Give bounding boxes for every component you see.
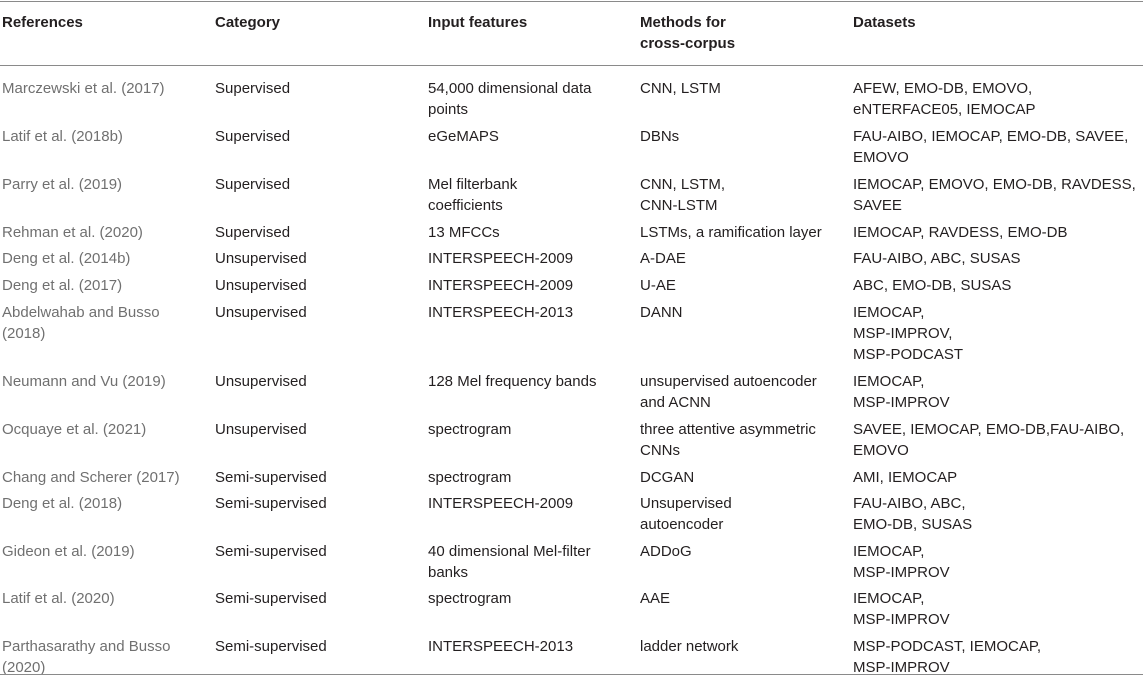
cell-input-features: Mel filterbank coefficients xyxy=(428,176,518,214)
cell-methods: A-DAE xyxy=(640,250,686,267)
table-row xyxy=(0,302,1143,371)
cell-datasets: SAVEE, IEMOCAP, EMO-DB,FAU-AIBO, EMOVO xyxy=(853,421,1125,459)
cell-reference: Deng et al. (2014b) xyxy=(2,250,131,267)
cell-reference: Marczewski et al. (2017) xyxy=(2,80,165,97)
cell-reference: Latif et al. (2020) xyxy=(2,590,115,607)
cell-category: Supervised xyxy=(215,224,291,241)
cell-reference: Rehman et al. (2020) xyxy=(2,224,143,241)
cell-methods: DBNs xyxy=(640,128,680,145)
cell-datasets: IEMOCAP, MSP-IMPROV xyxy=(853,590,950,628)
cell-datasets: IEMOCAP, MSP-IMPROV xyxy=(853,373,950,411)
cell-input-features: INTERSPEECH-2013 xyxy=(428,304,574,321)
cell-datasets: IEMOCAP, MSP-IMPROV xyxy=(853,543,950,581)
table-row xyxy=(0,419,1143,467)
table-row xyxy=(0,275,1143,302)
cell-datasets: IEMOCAP, MSP-IMPROV, MSP-PODCAST xyxy=(853,304,964,363)
table-top-rule xyxy=(0,1,1143,2)
cell-input-features: spectrogram xyxy=(428,590,512,607)
cell-reference: Latif et al. (2018b) xyxy=(2,128,123,145)
cell-methods: DCGAN xyxy=(640,469,695,486)
cell-methods: U-AE xyxy=(640,277,676,294)
cell-input-features: 40 dimensional Mel-filter banks xyxy=(428,543,591,581)
cell-reference: Abdelwahab and Busso (2018) xyxy=(2,304,160,342)
table-row xyxy=(0,78,1143,126)
table-row xyxy=(0,493,1143,541)
cell-datasets: FAU-AIBO, IEMOCAP, EMO-DB, SAVEE, EMOVO xyxy=(853,128,1129,166)
table-row xyxy=(0,174,1143,222)
table-row xyxy=(0,371,1143,419)
cell-category: Semi-supervised xyxy=(215,469,327,486)
cell-reference: Ocquaye et al. (2021) xyxy=(2,421,147,438)
cell-methods: Unsupervised autoencoder xyxy=(640,495,732,533)
cell-input-features: 128 Mel frequency bands xyxy=(428,373,597,390)
cell-category: Unsupervised xyxy=(215,373,307,390)
header-datasets: Datasets xyxy=(853,14,916,31)
header-input-features: Input features xyxy=(428,14,528,31)
table-header-row xyxy=(0,12,1143,62)
table-header-rule xyxy=(0,65,1143,66)
cell-category: Semi-supervised xyxy=(215,638,327,655)
header-category: Category xyxy=(215,14,281,31)
cell-datasets: AMI, IEMOCAP xyxy=(853,469,958,486)
cell-methods: CNN, LSTM, CNN-LSTM xyxy=(640,176,726,214)
cell-category: Unsupervised xyxy=(215,304,307,321)
cell-input-features: INTERSPEECH-2013 xyxy=(428,638,574,655)
cell-datasets: IEMOCAP, RAVDESS, EMO-DB xyxy=(853,224,1068,241)
cell-category: Semi-supervised xyxy=(215,590,327,607)
cell-datasets: FAU-AIBO, ABC, EMO-DB, SUSAS xyxy=(853,495,973,533)
cell-input-features: spectrogram xyxy=(428,421,512,438)
cell-input-features: INTERSPEECH-2009 xyxy=(428,250,574,267)
cell-reference: Neumann and Vu (2019) xyxy=(2,373,166,390)
cell-category: Supervised xyxy=(215,176,291,193)
cell-methods: LSTMs, a ramification layer xyxy=(640,224,822,241)
cell-input-features: eGeMAPS xyxy=(428,128,499,145)
table-bottom-rule xyxy=(0,674,1143,675)
cell-category: Unsupervised xyxy=(215,421,307,438)
cell-methods: unsupervised autoencoder and ACNN xyxy=(640,373,817,411)
cell-input-features: INTERSPEECH-2009 xyxy=(428,495,574,512)
table-row xyxy=(0,588,1143,636)
table-row xyxy=(0,248,1143,275)
cell-methods: DANN xyxy=(640,304,683,321)
cell-reference: Deng et al. (2018) xyxy=(2,495,123,512)
cell-methods: ladder network xyxy=(640,638,739,655)
cell-methods: ADDoG xyxy=(640,543,692,560)
table-row xyxy=(0,541,1143,588)
cell-input-features: spectrogram xyxy=(428,469,512,486)
cell-category: Supervised xyxy=(215,80,291,97)
table-row xyxy=(0,222,1143,248)
cell-datasets: MSP-PODCAST, IEMOCAP, MSP-IMPROV xyxy=(853,638,1042,676)
cell-reference: Deng et al. (2017) xyxy=(2,277,123,294)
cell-input-features: 54,000 dimensional data points xyxy=(428,80,592,118)
cell-methods: three attentive asymmetric CNNs xyxy=(640,421,816,459)
cell-input-features: 13 MFCCs xyxy=(428,224,500,241)
cell-category: Supervised xyxy=(215,128,291,145)
cell-datasets: AFEW, EMO-DB, EMOVO, eNTERFACE05, IEMOCAP xyxy=(853,80,1036,118)
cell-methods: AAE xyxy=(640,590,671,607)
cell-category: Unsupervised xyxy=(215,277,307,294)
table-row xyxy=(0,636,1143,684)
header-references: References xyxy=(2,14,83,31)
cell-methods: CNN, LSTM xyxy=(640,80,721,97)
table-body xyxy=(0,78,1143,684)
cell-reference: Gideon et al. (2019) xyxy=(2,543,135,560)
cell-category: Semi-supervised xyxy=(215,495,327,512)
cell-datasets: IEMOCAP, EMOVO, EMO-DB, RAVDESS, SAVEE xyxy=(853,176,1136,214)
cell-reference: Parry et al. (2019) xyxy=(2,176,123,193)
cell-category: Unsupervised xyxy=(215,250,307,267)
cell-category: Semi-supervised xyxy=(215,543,327,560)
cell-input-features: INTERSPEECH-2009 xyxy=(428,277,574,294)
header-methods: Methods for cross-corpus xyxy=(640,14,736,52)
table-row xyxy=(0,467,1143,493)
table-row xyxy=(0,126,1143,174)
cell-reference: Chang and Scherer (2017) xyxy=(2,469,180,486)
cell-datasets: FAU-AIBO, ABC, SUSAS xyxy=(853,250,1021,267)
cell-datasets: ABC, EMO-DB, SUSAS xyxy=(853,277,1012,294)
cell-reference: Parthasarathy and Busso (2020) xyxy=(2,638,171,676)
